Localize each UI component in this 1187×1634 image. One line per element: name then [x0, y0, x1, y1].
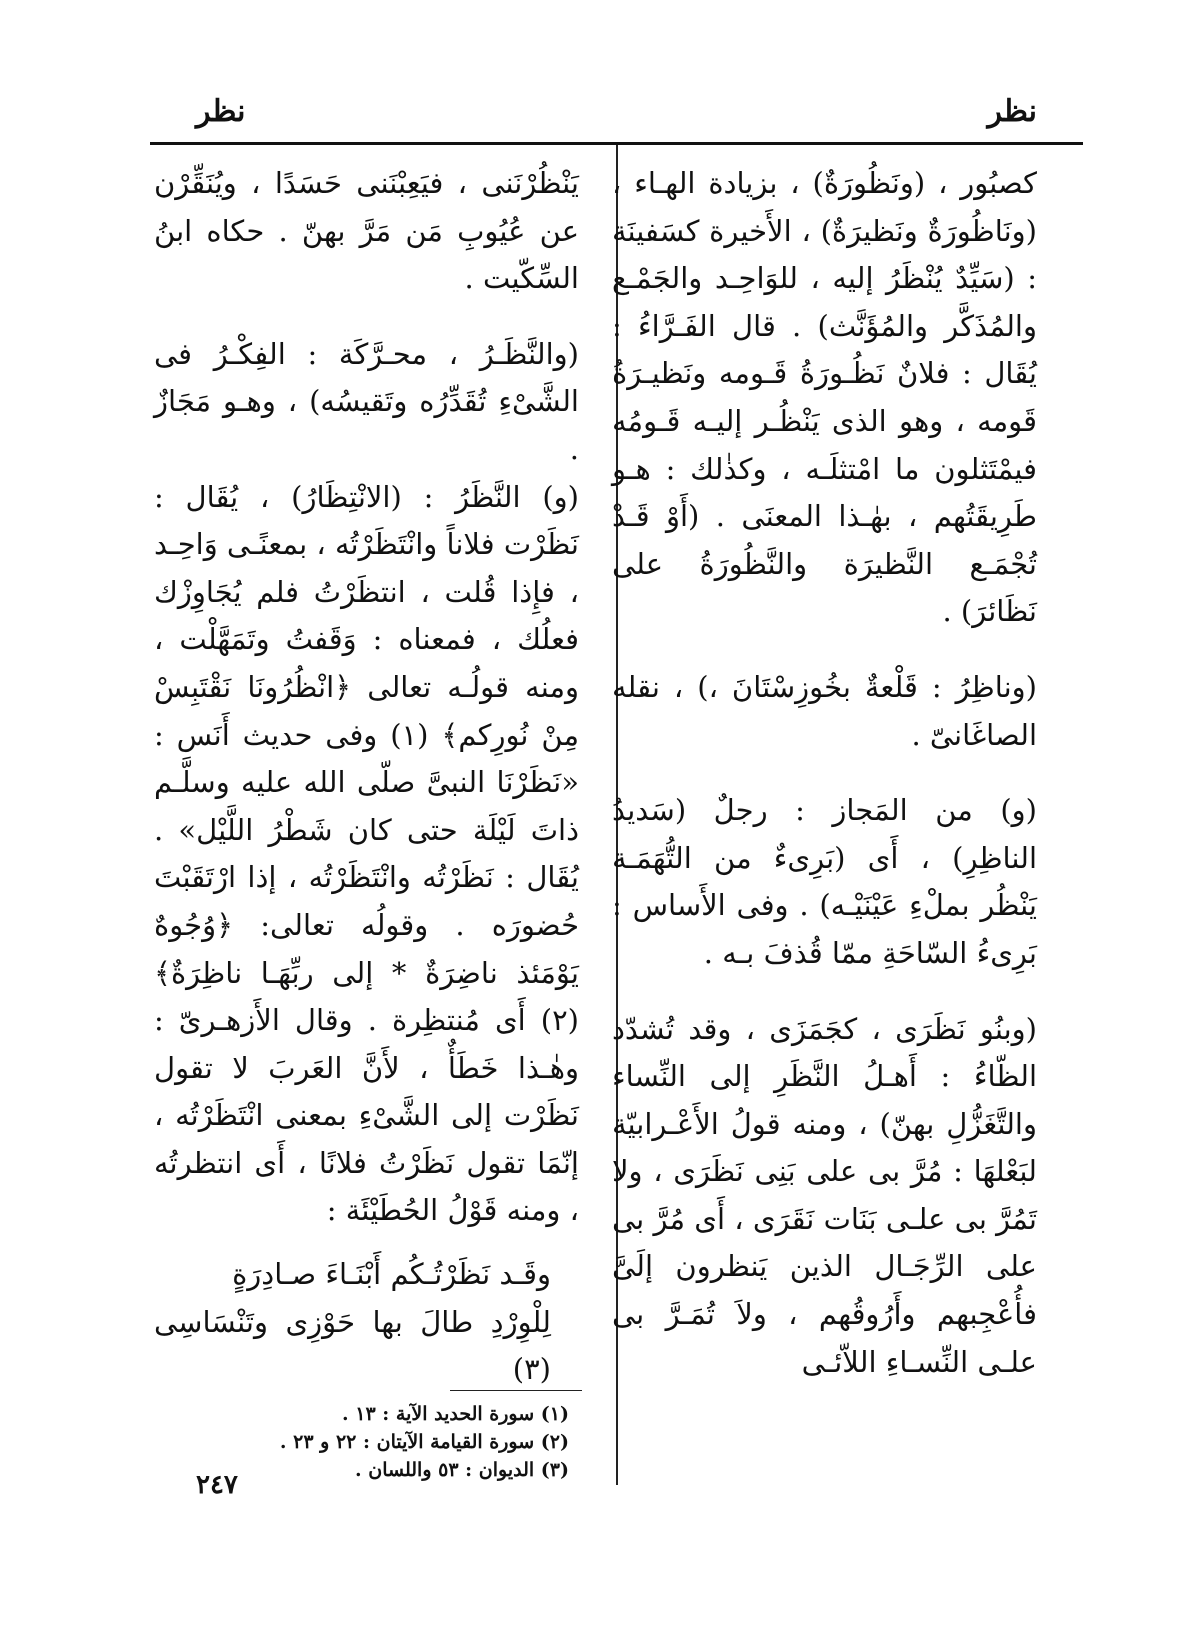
header-word-left: نظر [196, 94, 246, 129]
verse-line-2: لِلْوِرْدِ طالَ بها حَوْزِى وتَنْسَاسِى (٣) [154, 1304, 551, 1387]
right-paragraph-4: (وبنُو نَظَرَى ، كجَمَزَى ، وقد تُشدّد الظّاءُ : أَهـلُ النَّظَرِ إلى النِّساء والتَّغَزُّلِ بهنّ) ، ومنه قولُ الأَعْـرابيّة لبَعْلهَا : مُرَّ بى على بَنِى نَظَرَى ، ولا تَمُرَّ بى علـى بَنَات نَقَرَى ، أَى مُرَّ بى على الرِّجَـال الذين يَنظرون إلَىَّ فأُعْجِبهم وأَرُوقُهم ، ولاَ تُمَـرَّ بى علـى النِّسـاءِ اللاّئـى [612, 1011, 1037, 1379]
left-paragraph-2: (والنَّظَـرُ ، محـرَّكَة : الفِكْـرُ فى الشَّىْءِ تُقَدِّرُه وتَقيسُه) ، وهـو مَجَازٌ . [154, 336, 579, 466]
left-paragraph-1: يَنْظُرْنَنى ، فيَعِبْنَنى حَسَدًا ، ويُنَقِّرْن عن عُيُوبِ مَن مَرَّ بهنّ . حكاه ابنُ السِّكّيت . [154, 166, 579, 296]
right-paragraph-3: (و) من المَجاز : رجلٌ (سَديدُ الناظِرِ) ، أَى (بَرِىءٌ من التُّهَمَـة يَنْظُر بملْءِ عَيْنَيْـه) . وفى الأَساس : بَرِىءُ السّاحَةِ ممّا قُذفَ بـه . [612, 793, 1037, 970]
left-paragraph-3: (و) النَّظَرُ : (الانْتِظَارُ) ، يُقَال : نَظَرْت فلاناً وانْتَظَرْتُه ، بمعنًـى وَاحِـد ، فإِذا قُلت ، انتظَرْتُ فلم يُجَاوِزْك فعلُك ، فمعناه : وَقَفتُ وتَمَهَّلْت ، ومنه قولُـه تعالى ﴿انْظُرُونَا نَقْتَبِسْ مِنْ نُورِكم﴾ (١) وفى حديث أَنَس : «نَظَرْنَا النبىَّ صلّى الله عليه وسلَّـم ذاتَ لَيْلَة حتى كان شَطْرُ اللَّيْل» . يُقَال : نَظَرْتُه وانْتَظَرْتُه ، إذا ارْتَقَبْتَ حُضورَه . وقولُه تعالى: ﴿وُجُوهٌ يَوْمَئذ ناضِرَةٌ * إلى ربِّهَـا ناظِرَةٌ﴾ (٢) أَى مُنتظِرة . وقال الأَزهـرىّ : وهٰـذا خَطَأٌ ، لأَنَّ العَربَ لا تقول نَظَرْت إلى الشَّىْءِ بمعنى انْتَظَرْتُه ، إنّمَا تقول نَظَرْتُ فلانًا ، أَى انتظرتُه ، ومنه قَوْلُ الحُطَيْئَة : [154, 479, 580, 1228]
verse-block [154, 1251, 579, 1394]
footnote-2: (٢) سورة القيامة الآيتان : ٢٢ و ٢٣ . [279, 1431, 569, 1453]
right-paragraph-1: كصبُور ، (ونَظُورَةٌ) ، بزيادة الهـاء ، (ونَاظُورَةٌ ونَظيرَةٌ) ، الأَخيرة كسَفينَة : (سَيِّدٌ يُنْظَرُ إليه ، للوَاحِـد والجَمْـع والمُذَكَّر والمُؤَنَّث) . قال الفَـرَّاءُ : يُقَال : فلانٌ نَظُـورَةُ قَـومه ونَظيـرَةُ قَومه ، وهو الذى يَنْظُـر إليـه قَـومُه فيمْتَثلون ما امْتثلَـه ، وكذٰلك : هـو طَرِيقَتُهم ، بهٰـذا المعنَى . (أَوْ قَـدْ تُجْمَـع النَّظيرَة والنَّظُورَةُ على نَظَائرَ) . [612, 166, 1037, 629]
footnote-1: (١) سورة الحديد الآية : ١٣ . [342, 1403, 569, 1425]
header-word-right: نظر [987, 94, 1037, 129]
verse-line-1: وقَـد نَظَرْتُـكُم أَبْنَـاءَ صـادِرَةٍ [232, 1257, 551, 1292]
right-paragraph-2: (وناظِرُ : قَلْعةٌ بخُوزِسْتَانَ ،) ، نقله الصاغَانىّ . [612, 669, 1037, 752]
right-column [612, 160, 1037, 1386]
left-column [154, 160, 579, 1394]
footnote-3: (٣) الديوان : ٥٣ واللسان . [355, 1459, 569, 1481]
footnote-rule [450, 1390, 582, 1391]
page-number: ٢٤٧ [196, 1470, 238, 1500]
